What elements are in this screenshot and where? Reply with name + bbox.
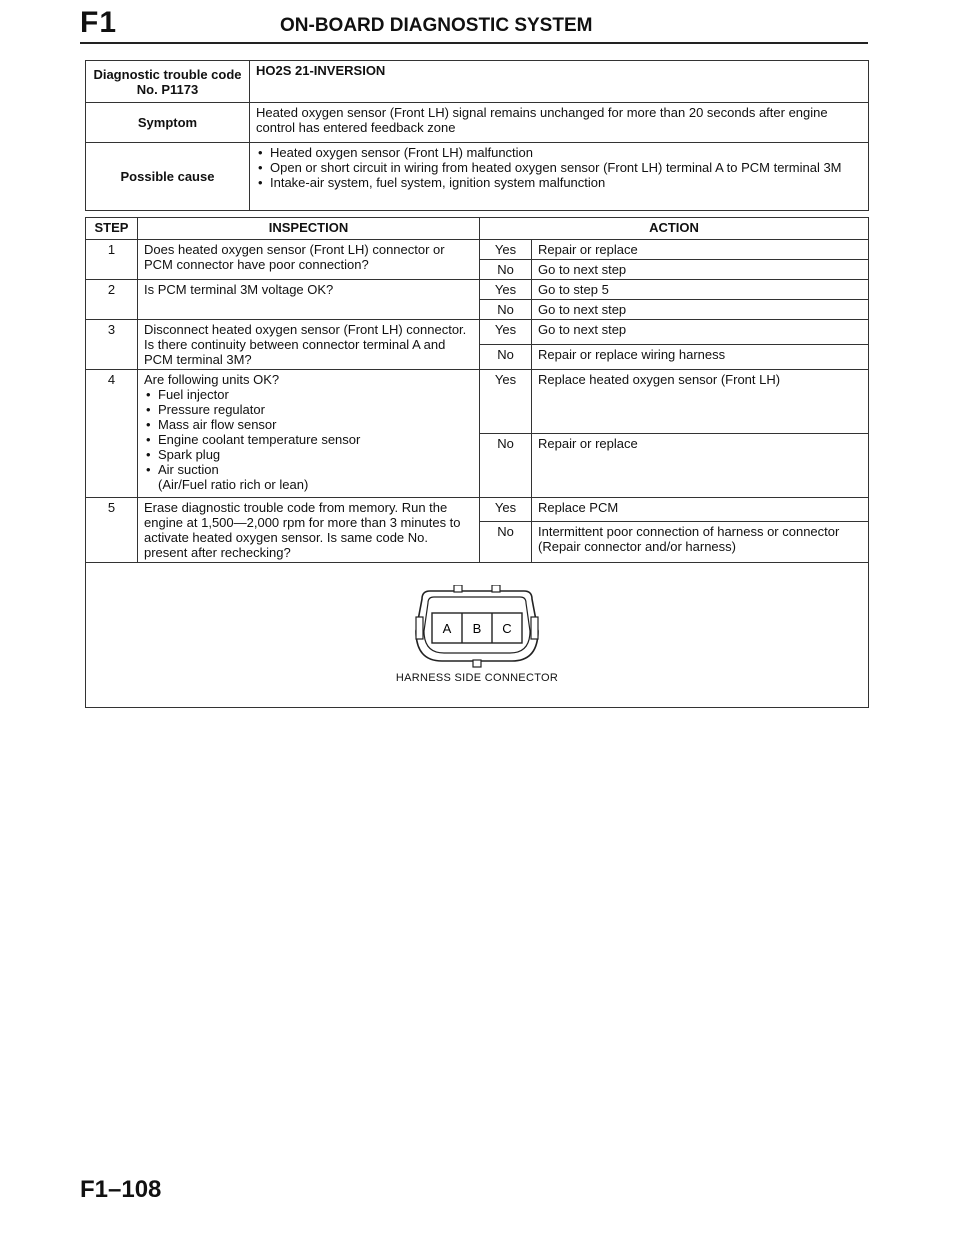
yes-action: Go to step 5 bbox=[532, 280, 869, 300]
yes-label: Yes bbox=[480, 370, 532, 434]
yes-action: Go to next step bbox=[532, 320, 869, 345]
yes-action: Replace heated oxygen sensor (Front LH) bbox=[532, 370, 869, 434]
step-number: 2 bbox=[86, 280, 138, 320]
table-row bbox=[86, 280, 869, 300]
step-number: 4 bbox=[86, 370, 138, 498]
no-action: Go to next step bbox=[532, 300, 869, 320]
yes-label: Yes bbox=[480, 498, 532, 522]
yes-label: Yes bbox=[480, 240, 532, 260]
table-row bbox=[86, 320, 869, 345]
page-number: F1–108 bbox=[80, 1176, 162, 1203]
pin-label-c: C bbox=[502, 620, 512, 636]
step-inspection: Is PCM terminal 3M voltage OK? bbox=[138, 280, 480, 320]
table-row bbox=[86, 240, 869, 260]
pin-label-b: B bbox=[472, 620, 482, 636]
yes-label: Yes bbox=[480, 280, 532, 300]
unit-item: • Engine coolant temperature sensor bbox=[158, 432, 473, 447]
no-action: Go to next step bbox=[532, 260, 869, 280]
symptom-label: Symptom bbox=[86, 103, 250, 143]
page-header bbox=[80, 6, 868, 42]
step-column-header: STEP bbox=[86, 218, 138, 240]
step-number: 3 bbox=[86, 320, 138, 370]
possible-cause-list bbox=[250, 143, 869, 211]
step-inspection: Does heated oxygen sensor (Front LH) connector or PCM connector have poor connection? bbox=[138, 240, 480, 280]
dtc-title: HO2S 21-INVERSION bbox=[250, 61, 869, 103]
inspection-note: (Air/Fuel ratio rich or lean) bbox=[158, 477, 309, 492]
step-inspection: Disconnect heated oxygen sensor (Front LH) connector. Is there continuity between connector terminal A and PCM terminal 3M? bbox=[138, 320, 480, 370]
no-label: No bbox=[480, 434, 532, 498]
dtc-info-table bbox=[85, 60, 869, 211]
connector-diagram-cell bbox=[86, 563, 869, 708]
step-inspection: Erase diagnostic trouble code from memory. Run the engine at 1,500—2,000 rpm for more than 3 minutes to activate heated oxygen sensor. Is same code No. present after rechecking? bbox=[138, 498, 480, 563]
no-label: No bbox=[480, 345, 532, 370]
possible-cause-label: Possible cause bbox=[86, 143, 250, 211]
harness-connector-diagram bbox=[402, 585, 552, 671]
cause-item: • Open or short circuit in wiring from heated oxygen sensor (Front LH) terminal A to PCM terminal 3M bbox=[270, 160, 862, 175]
unit-item: • Fuel injector bbox=[158, 387, 473, 402]
connector-caption: HARNESS SIDE CONNECTOR bbox=[395, 671, 559, 684]
unit-item: • Mass air flow sensor bbox=[158, 417, 473, 432]
no-label: No bbox=[480, 300, 532, 320]
step-number: 5 bbox=[86, 498, 138, 563]
no-action: Repair or replace wiring harness bbox=[532, 345, 869, 370]
inspection-column-header: INSPECTION bbox=[138, 218, 480, 240]
cause-item: • Intake-air system, fuel system, ignition system malfunction bbox=[270, 175, 862, 190]
inspection-steps-table bbox=[85, 217, 869, 708]
unit-item: • Air suction bbox=[158, 462, 473, 477]
unit-item: • Spark plug bbox=[158, 447, 473, 462]
inspection-intro: Are following units OK? bbox=[144, 372, 280, 387]
yes-action: Repair or replace bbox=[532, 240, 869, 260]
header-divider bbox=[80, 42, 868, 44]
yes-action: Replace PCM bbox=[532, 498, 869, 522]
unit-item: • Pressure regulator bbox=[158, 402, 473, 417]
action-column-header: ACTION bbox=[480, 218, 869, 240]
cause-item: • Heated oxygen sensor (Front LH) malfunction bbox=[270, 145, 862, 160]
symptom-text: Heated oxygen sensor (Front LH) signal remains unchanged for more than 20 seconds after engine control has entered feedback zone bbox=[250, 103, 869, 143]
step-number: 1 bbox=[86, 240, 138, 280]
dtc-label: Diagnostic trouble code No. P1173 bbox=[86, 61, 250, 103]
step-inspection bbox=[138, 370, 480, 498]
no-action: Repair or replace bbox=[532, 434, 869, 498]
page-title: ON-BOARD DIAGNOSTIC SYSTEM bbox=[280, 15, 593, 36]
table-row bbox=[86, 498, 869, 522]
table-row bbox=[86, 563, 869, 708]
yes-label: Yes bbox=[480, 320, 532, 345]
section-code: F1 bbox=[80, 6, 118, 39]
no-label: No bbox=[480, 260, 532, 280]
table-row bbox=[86, 370, 869, 434]
pin-label-a: A bbox=[442, 620, 452, 636]
no-action: Intermittent poor connection of harness or connector (Repair connector and/or harness) bbox=[532, 522, 869, 563]
no-label: No bbox=[480, 522, 532, 563]
